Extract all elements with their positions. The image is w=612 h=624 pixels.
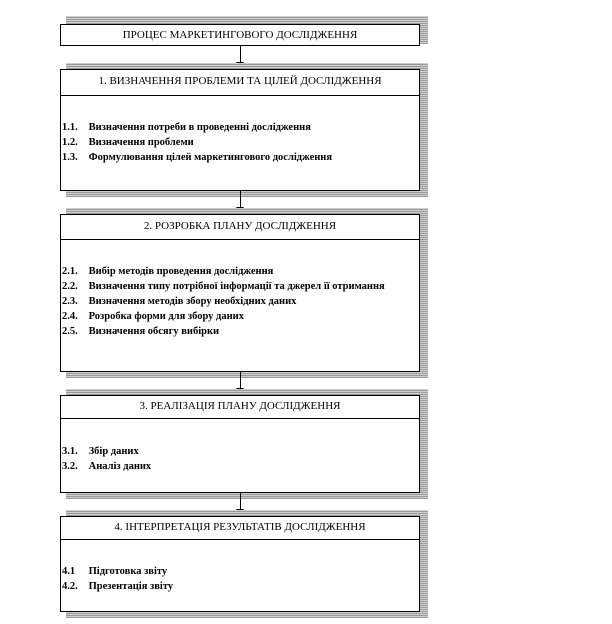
title-box [60, 24, 420, 46]
list-item [61, 120, 419, 135]
stage-2-items [61, 264, 419, 339]
item-number: 2.5. [62, 326, 78, 337]
list-item [61, 444, 419, 459]
connector-line [240, 493, 241, 509]
stage-4-box [60, 516, 420, 612]
item-text: Аналіз даних [88, 461, 152, 472]
stage-1-box [60, 69, 420, 191]
item-text: Розробка форми для збору даних [88, 311, 244, 322]
list-item [61, 579, 419, 594]
item-text: Визначення потреби в проведенні дослідження [88, 122, 311, 133]
list-item [61, 324, 419, 339]
item-text: Вибір методів проведення дослідження [88, 266, 274, 277]
diagram-title: ПРОЦЕС МАРКЕТИНГОВОГО ДОСЛІДЖЕННЯ [122, 29, 358, 41]
stage-1-items [61, 120, 419, 165]
item-text: Визначення типу потрібної інформації та джерел її отримання [88, 281, 385, 292]
list-item [61, 564, 419, 579]
item-number: 2.2. [62, 281, 78, 292]
list-item [61, 279, 419, 294]
item-text: Визначення проблеми [88, 137, 194, 148]
item-text: Презентація звіту [88, 581, 174, 592]
item-text: Визначення обсягу вибірки [88, 326, 220, 337]
item-text: Підготовка звіту [88, 566, 168, 577]
item-number: 4.1 [62, 566, 76, 577]
list-item [61, 150, 419, 165]
item-text: Формулювання цілей маркетингового дослідження [88, 152, 333, 163]
connector-line [240, 372, 241, 388]
list-item [61, 459, 419, 474]
item-number: 2.1. [62, 266, 78, 277]
stage-4-heading: 4. ІНТЕРПРЕТАЦІЯ РЕЗУЛЬТАТІВ ДОСЛІДЖЕННЯ [61, 517, 419, 540]
item-number: 2.3. [62, 296, 78, 307]
item-number: 1.1. [62, 122, 78, 133]
stage-2-box [60, 214, 420, 372]
stage-1-heading: 1. ВИЗНАЧЕННЯ ПРОБЛЕМИ ТА ЦІЛЕЙ ДОСЛІДЖЕННЯ [61, 70, 419, 96]
item-number: 4.2. [62, 581, 78, 592]
stage-4-items [61, 564, 419, 594]
stage-2-heading: 2. РОЗРОБКА ПЛАНУ ДОСЛІДЖЕННЯ [61, 215, 419, 240]
item-number: 1.3. [62, 152, 78, 163]
connector-line [240, 191, 241, 207]
stage-3-items [61, 444, 419, 474]
item-number: 3.1. [62, 446, 78, 457]
stage-3-heading: 3. РЕАЛІЗАЦІЯ ПЛАНУ ДОСЛІДЖЕННЯ [61, 396, 419, 419]
list-item [61, 135, 419, 150]
item-number: 1.2. [62, 137, 78, 148]
item-number: 3.2. [62, 461, 78, 472]
list-item [61, 294, 419, 309]
item-text: Визначення методів збору необхідних даних [88, 296, 297, 307]
stage-3-box [60, 395, 420, 493]
list-item [61, 309, 419, 324]
item-text: Збір даних [88, 446, 139, 457]
list-item [61, 264, 419, 279]
item-number: 2.4. [62, 311, 78, 322]
connector-line [240, 46, 241, 62]
